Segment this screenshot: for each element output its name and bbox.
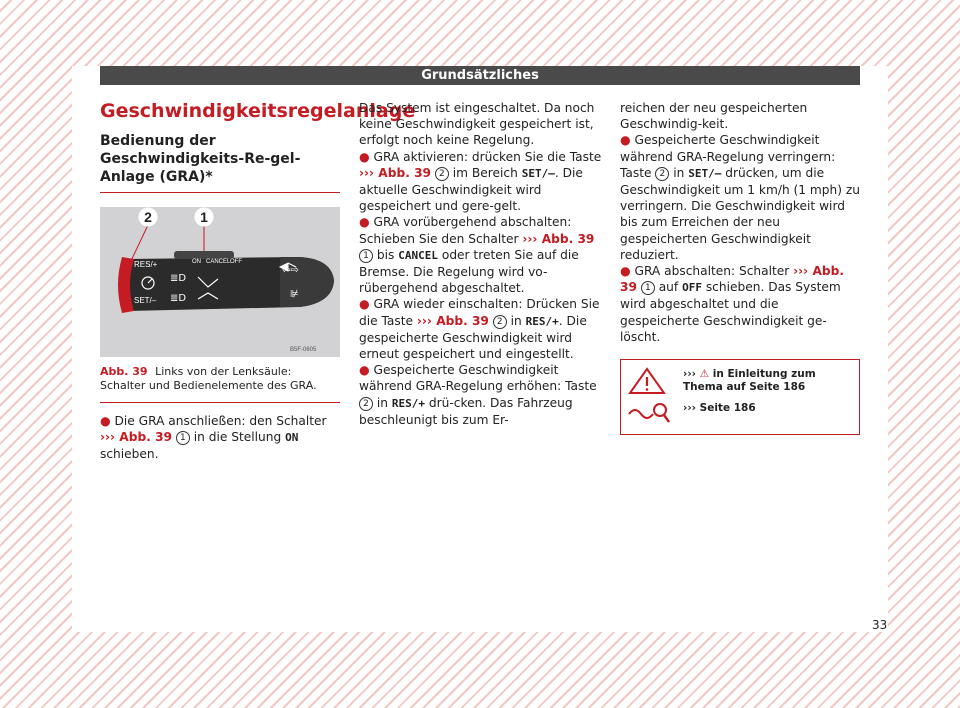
column-left	[100, 100, 416, 463]
paragraph: reichen der neu gespeicherten Geschwindig-keit.	[620, 101, 808, 132]
bullet-increase: ● Gespeicherte Geschwindigkeit während GRA-Regelung erhöhen: Taste 2 in RES/+ drü-cken. Das Fahrzeug beschleunigt bis zum Er-	[359, 363, 597, 427]
label-on: ON	[192, 259, 201, 265]
key-label: RES/+	[391, 396, 425, 410]
callout-ref: 2	[493, 315, 507, 329]
figure-link[interactable]: ››› Abb. 39	[620, 264, 844, 295]
callout-ref: 1	[641, 281, 655, 295]
figure-link[interactable]: ››› Abb. 39	[522, 231, 595, 246]
callout-ref: 2	[359, 397, 373, 411]
column-middle	[359, 100, 602, 428]
paragraph: Das System ist eingeschaltet. Da noch keine Geschwindigkeit gespeichert ist, erfolgt noch keine Regelung.	[359, 101, 595, 148]
bullet-pause: ● GRA vorübergehend abschalten: Schieben Sie den Schalter ››› Abb. 39 1 bis CANCEL oder treten Sie auf die Bremse. Die Regelung wird vo-rübergehend abgeschaltet.	[359, 215, 595, 296]
label-set: SET/–	[134, 296, 157, 305]
figure-link[interactable]: ››› Abb. 39	[100, 430, 173, 445]
callout-ref: 2	[435, 167, 449, 181]
callout-1: 1	[200, 209, 208, 225]
notice-line-1[interactable]: ››› ⚠ in Einleitung zum Thema auf Seite 186	[683, 368, 816, 394]
label-off: OFF	[230, 259, 242, 265]
small-warning-icon: ⚠	[699, 368, 710, 381]
figure-link[interactable]: ››› Abb. 39	[359, 165, 432, 180]
svg-text:≣D: ≣D	[170, 273, 187, 284]
figure-lever	[100, 207, 340, 357]
svg-text:⊯: ⊯	[290, 289, 299, 300]
notice-line-2[interactable]: ››› Seite 186	[683, 402, 756, 415]
callout-ref: 1	[176, 431, 190, 445]
key-label: RES/+	[525, 314, 559, 328]
bullet-off: ● GRA abschalten: Schalter ››› Abb. 39 1 auf OFF schieben. Das System wird abgeschaltet und die gespeicherte Geschwindigkeit ge-löscht.	[620, 264, 844, 344]
chapter-header: Grundsätzliches	[100, 66, 860, 85]
key-label: SET/–	[521, 166, 555, 180]
note-magnifier-icon	[627, 400, 671, 428]
key-label: CANCEL	[398, 248, 438, 262]
bullet-connect: ● Die GRA anschließen: den Schalter ››› Abb. 39 1 in die Stellung ON schieben.	[100, 414, 327, 462]
key-label: OFF	[682, 281, 702, 295]
lever-illustration	[100, 207, 340, 357]
divider	[100, 192, 340, 193]
callout-ref: 2	[655, 167, 669, 181]
section-subtitle: Bedienung der Geschwindigkeits-Re-gel-Anlage (GRA)*	[100, 133, 301, 185]
caption-id: Abb. 39	[100, 365, 148, 378]
key-label: SET/–	[688, 166, 722, 180]
column-right	[620, 100, 860, 435]
figure-link[interactable]: ››› Abb. 39	[416, 313, 489, 328]
label-res: RES/+	[134, 260, 158, 269]
notice-box	[620, 359, 860, 435]
bullet-activate: ● GRA aktivieren: drücken Sie die Taste ››› Abb. 39 2 im Bereich SET/–. Die aktuelle Geschwindigkeit wird gespeichert und gere-gelt.	[359, 149, 602, 214]
callout-ref: 1	[359, 249, 373, 263]
page-number: 33	[872, 618, 888, 632]
warning-icon	[627, 366, 667, 396]
svg-text:≣D: ≣D	[170, 293, 187, 304]
bullet-decrease: ● Gespeicherte Geschwindigkeit während GRA-Regelung verringern: Taste 2 in SET/– drücken, um die Geschwindigkeit um 1 km/h (1 mph) zu verringern. Die Geschwindigkeit wird bis zum Erreichen der neu gespeicherten Geschwindigkeit reduziert.	[620, 133, 861, 262]
caption-text: Links von der Lenksäule: Schalter und Bedienelemente des GRA.	[100, 365, 317, 392]
section-title: Geschwindigkeitsregelanlage	[100, 100, 416, 122]
callout-2: 2	[144, 209, 152, 225]
svg-text:⇦⇨: ⇦⇨	[282, 265, 299, 276]
label-cancel: CANCEL	[206, 259, 231, 265]
bullet-resume: ● GRA wieder einschalten: Drücken Sie die Taste ››› Abb. 39 2 in RES/+. Die gespeicherte Geschwindigkeit wird erneut gespeichert und eingestellt.	[359, 297, 600, 362]
key-label: ON	[285, 431, 299, 445]
figure-code: B5F-0605	[290, 347, 317, 353]
figure-caption	[100, 357, 340, 403]
